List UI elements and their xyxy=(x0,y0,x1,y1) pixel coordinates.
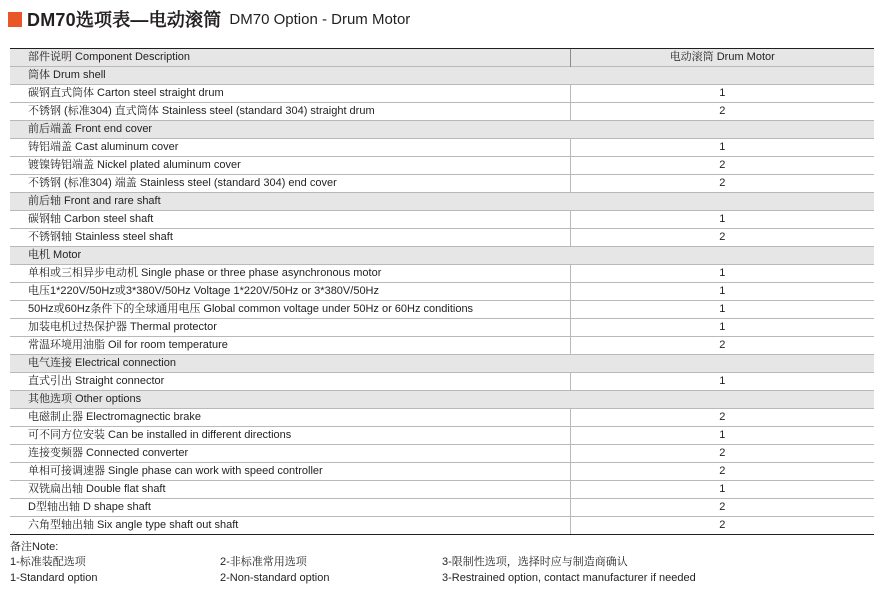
row-value: 2 xyxy=(570,229,874,247)
row-value: 2 xyxy=(570,445,874,463)
row-label: 单相或三相异步电动机 Single phase or three phase asynchronous motor xyxy=(10,265,570,283)
row-label: 单相可接调速器 Single phase can work with speed controller xyxy=(10,463,570,481)
row-value: 1 xyxy=(570,139,874,157)
row-value: 1 xyxy=(570,373,874,391)
row-label: D型轴出轴 D shape shaft xyxy=(10,499,570,517)
table-row xyxy=(10,283,874,301)
section-row xyxy=(10,355,874,373)
table-row xyxy=(10,517,874,535)
row-label: 不锈钢 (标准304) 直式筒体 Stainless steel (standard 304) straight drum xyxy=(10,103,570,121)
table-row xyxy=(10,337,874,355)
row-value: 2 xyxy=(570,499,874,517)
row-label: 碳钢轴 Carbon steel shaft xyxy=(10,211,570,229)
table-row xyxy=(10,481,874,499)
table-row xyxy=(10,445,874,463)
row-label: 常温环境用油脂 Oil for room temperature xyxy=(10,337,570,355)
header-component: 部件说明 Component Description xyxy=(10,49,570,67)
section-title: 电机 Motor xyxy=(10,247,874,265)
row-value: 1 xyxy=(570,211,874,229)
note-1-en: 1-Standard option xyxy=(10,572,98,584)
table-body xyxy=(10,67,874,535)
section-row xyxy=(10,391,874,409)
option-table xyxy=(10,48,874,535)
title-chinese: DM70选项表—电动滚筒 xyxy=(27,10,222,30)
page-title xyxy=(8,8,410,30)
note-1-zh: 1-标准装配选项 xyxy=(10,556,86,568)
section-title: 前后端盖 Front end cover xyxy=(10,121,874,139)
section-title: 电气连接 Electrical connection xyxy=(10,355,874,373)
table-row xyxy=(10,373,874,391)
table-row xyxy=(10,319,874,337)
row-value: 1 xyxy=(570,481,874,499)
title-english: DM70 Option - Drum Motor xyxy=(229,10,411,28)
notes-en-row xyxy=(10,570,870,586)
table-row xyxy=(10,427,874,445)
row-label: 镀镍铸铝端盖 Nickel plated aluminum cover xyxy=(10,157,570,175)
table-row xyxy=(10,139,874,157)
note-2-zh: 2-非标准常用选项 xyxy=(220,556,307,568)
row-value: 2 xyxy=(570,157,874,175)
note-3-zh: 3-限制性选项，选择时应与制造商确认 xyxy=(442,556,628,568)
notes-label: 备注Note: xyxy=(10,541,59,553)
table-row xyxy=(10,85,874,103)
row-value: 1 xyxy=(570,265,874,283)
section-row xyxy=(10,67,874,85)
note-2-en: 2-Non-standard option xyxy=(220,572,330,584)
row-label: 六角型轴出轴 Six angle type shaft out shaft xyxy=(10,517,570,535)
row-label: 电磁制止器 Electromagnectic brake xyxy=(10,409,570,427)
table-row xyxy=(10,175,874,193)
row-label: 连接变频器 Connected converter xyxy=(10,445,570,463)
row-label: 50Hz或60Hz条件下的全球通用电压 Global common voltage under 50Hz or 60Hz conditions xyxy=(10,301,570,319)
row-value: 1 xyxy=(570,427,874,445)
table-row xyxy=(10,301,874,319)
notes xyxy=(10,540,870,586)
notes-zh-row xyxy=(10,554,870,570)
table-row xyxy=(10,157,874,175)
row-value: 2 xyxy=(570,337,874,355)
row-value: 1 xyxy=(570,301,874,319)
table-row xyxy=(10,265,874,283)
row-value: 2 xyxy=(570,103,874,121)
row-label: 双铣扁出轴 Double flat shaft xyxy=(10,481,570,499)
table-row xyxy=(10,229,874,247)
row-value: 2 xyxy=(570,175,874,193)
row-label: 直式引出 Straight connector xyxy=(10,373,570,391)
row-value: 1 xyxy=(570,319,874,337)
row-value: 2 xyxy=(570,409,874,427)
row-label: 不锈钢轴 Stainless steel shaft xyxy=(10,229,570,247)
row-label: 可不同方位安装 Can be installed in different directions xyxy=(10,427,570,445)
row-label: 铸铝端盖 Cast aluminum cover xyxy=(10,139,570,157)
row-label: 不锈钢 (标准304) 端盖 Stainless steel (standard 304) end cover xyxy=(10,175,570,193)
row-value: 1 xyxy=(570,85,874,103)
table-header-row xyxy=(10,49,874,67)
row-value: 2 xyxy=(570,463,874,481)
section-row xyxy=(10,193,874,211)
section-row xyxy=(10,121,874,139)
title-accent-square xyxy=(8,12,22,27)
row-label: 加装电机过热保护器 Thermal protector xyxy=(10,319,570,337)
section-row xyxy=(10,247,874,265)
table-row xyxy=(10,409,874,427)
row-value: 1 xyxy=(570,283,874,301)
table-row xyxy=(10,103,874,121)
row-label: 碳钢直式筒体 Carton steel straight drum xyxy=(10,85,570,103)
row-label: 电压1*220V/50Hz或3*380V/50Hz Voltage 1*220V/50Hz or 3*380V/50Hz xyxy=(10,283,570,301)
table-row xyxy=(10,463,874,481)
header-value: 电动滚筒 Drum Motor xyxy=(570,49,874,67)
section-title: 前后轴 Front and rare shaft xyxy=(10,193,874,211)
table-row xyxy=(10,499,874,517)
section-title: 其他选项 Other options xyxy=(10,391,874,409)
section-title: 筒体 Drum shell xyxy=(10,67,874,85)
note-3-en: 3-Restrained option, contact manufacturer if needed xyxy=(442,572,696,584)
row-value: 2 xyxy=(570,517,874,535)
table-row xyxy=(10,211,874,229)
